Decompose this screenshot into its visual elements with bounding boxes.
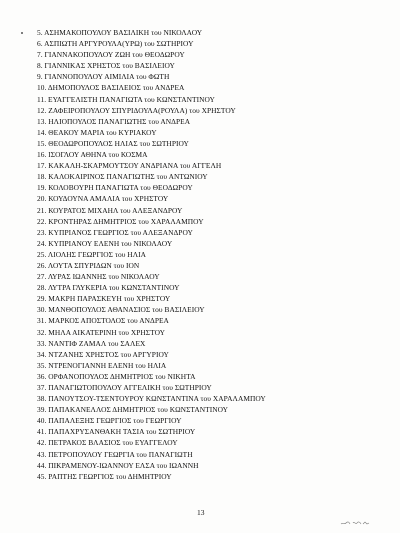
list-item: 42. ΠΕΤΡΑΚΟΣ ΒΛΑΣΙΟΣ του ΕΥΑΓΓΕΛΟΥ <box>37 438 178 448</box>
list-item: 41. ΠΑΠΑΧΡΥΣΑΝΘΑΚΗ ΤΑΣΙΑ του ΣΩΤΗΡΙΟΥ <box>37 427 196 437</box>
list-item: 36. ΟΡΦΑΝΟΠΟΥΛΟΣ ΔΗΜΗΤΡΙΟΣ του ΝΙΚΗΤΑ <box>37 371 196 381</box>
list-item: 19. ΚΟΛΟΒΟΥΡΗ ΠΑΝΑΓΙΩΤΑ του ΘΕΟΔΩΡΟΥ <box>37 183 193 193</box>
list-item: 16. ΙΣΟΓΛΟΥ ΑΘΗΝΑ του ΚΟΣΜΑ <box>37 150 148 160</box>
list-item: 17. ΚΑΚΑΛΗ-ΣΚΑΡΜΟΥΤΣΟΥ ΑΝΔΡΙΑΝΑ του ΑΓΓΕΛΗ <box>37 161 222 171</box>
list-item: 31. ΜΑΡΚΟΣ ΑΠΟΣΤΟΛΟΣ του ΑΝΔΡΕΑ <box>37 316 169 326</box>
scan-mark <box>21 32 23 34</box>
list-item: 29. ΜΑΚΡΗ ΠΑΡΑΣΚΕΥΗ του ΧΡΗΣΤΟΥ <box>37 294 171 304</box>
list-item: 14. ΘΕΑΚΟΥ ΜΑΡΙΑ του ΚΥΡΙΑΚΟΥ <box>37 127 157 137</box>
list-item: 35. ΝΤΡΕΝΟΓΙΑΝΝΗ ΕΛΕΝΗ του ΗΛΙΑ <box>37 360 167 370</box>
list-item: 18. ΚΑΛΟΚΑΙΡΙΝΟΣ ΠΑΝΑΓΙΩΤΗΣ του ΑΝΤΩΝΙΟΥ <box>37 172 208 182</box>
list-item: 24. ΚΥΠΡΙΑΝΟΥ ΕΛΕΝΗ του ΝΙΚΟΛΑΟΥ <box>37 238 173 248</box>
page-number: 13 <box>197 508 205 517</box>
list-item: 12. ΖΑΦΕΙΡΟΠΟΥΛΟΥ ΣΠΥΡΙΔΟΥΛΑ(ΡΟΥΛΑ) του ΧΡΗΣΤΟΥ <box>37 105 236 115</box>
list-item: 22. ΚΡΟΝΤΗΡΑΣ ΔΗΜΗΤΡΙΟΣ του ΧΑΡΑΛΑΜΠΟΥ <box>37 216 204 226</box>
list-item: 37. ΠΑΝΑΓΙΩΤΟΠΟΥΛΟΥ ΑΓΓΕΛΙΚΗ του ΣΩΤΗΡΙΟΥ <box>37 383 212 392</box>
list-item: 9. ΓΙΑΝΝΟΠΟΥΛΟΥ ΑΙΜΙΛΙΑ του ΦΩΤΗ <box>37 72 170 82</box>
list-item: 43. ΠΕΤΡΟΠΟΥΛΟΥ ΓΕΩΡΓΙΑ του ΠΑΝΑΓΙΩΤΗ <box>37 449 193 459</box>
list-item: 34. ΝΤΖΑΝΗΣ ΧΡΗΣΤΟΣ του ΑΡΓΥΡΙΟΥ <box>37 349 169 359</box>
list-item: 10. ΔΗΜΟΠΟΥΛΟΣ ΒΑΣΙΛΕΙΟΣ του ΑΝΔΡΕΑ <box>37 83 185 93</box>
list-item: 26. ΛΟΥΤΑ ΣΠΥΡΙΔΩΝ του ΙΟΝ <box>37 260 140 270</box>
list-item: 5. ΑΣΗΜΑΚΟΠΟΥΛΟΥ ΒΑΣΙΛΙΚΗ του ΝΙΚΟΛΑΟΥ <box>37 28 203 37</box>
list-item: 38. ΠΑΝΟΥΤΣΟΥ-ΤΣΕΝΤΟΥΡΟΥ ΚΩΝΣΤΑΝΤΙΝΑ του ΧΑΡΑΛΑΜΠΟΥ <box>37 394 266 404</box>
list-item: 40. ΠΑΠΑΛΕΞΗΣ ΓΕΩΡΓΙΟΣ του ΓΕΩΡΓΙΟΥ <box>37 416 182 426</box>
list-item: 20. ΚΟΥΔΟΥΝΑ ΑΜΑΛΙΑ του ΧΡΗΣΤΟΥ <box>37 194 169 204</box>
list-item: 8. ΓΙΑΝΝΙΚΑΣ ΧΡΗΣΤΟΣ του ΒΑΣΙΛΕΙΟΥ <box>37 61 175 71</box>
list-item: 44. ΠΙΚΡΑΜΕΝΟΥ-ΙΩΑΝΝΟΥ ΕΛΣΑ του ΙΩΑΝΝΗ <box>37 460 199 470</box>
list-item: 21. ΚΟΥΡΑΤΟΣ ΜΙΧΑΗΛ του ΑΛΕΞΑΝΔΡΟΥ <box>37 205 183 215</box>
list-item: 13. ΗΛΙΟΠΟΥΛΟΣ ΠΑΝΑΓΙΩΤΗΣ του ΑΝΔΡΕΑ <box>37 116 191 126</box>
list-item: 33. ΝΑΝΤΙΦ ΖΑΜΑΛ του ΣΑΛΕΧ <box>37 338 146 348</box>
list-item: 28. ΛΥΤΡΑ ΓΛΥΚΕΡΙΑ του ΚΩΝΣΤΑΝΤΙΝΟΥ <box>37 283 180 293</box>
list-item: 32. ΜΗΛΑ ΑΙΚΑΤΕΡΙΝΗ του ΧΡΗΣΤΟΥ <box>37 327 165 337</box>
list-item: 15. ΘΕΟΔΩΡΟΠΟΥΛΟΣ ΗΛΙΑΣ του ΣΩΤΗΡΙΟΥ <box>37 138 189 148</box>
list-item: 11. ΕΥΑΓΓΕΛΙΣΤΗ ΠΑΝΑΓΙΩΤΑ του ΚΩΝΣΤΑΝΤΙΝΟΥ <box>37 94 215 104</box>
list-item: 25. ΛΙΟΛΗΣ ΓΕΩΡΓΙΟΣ του ΗΛΙΑ <box>37 249 147 259</box>
list-item: 45. ΡΑΠΤΗΣ ΓΕΩΡΓΙΟΣ του ΔΗΜΗΤΡΙΟΥ <box>37 471 172 481</box>
list-item: 23. ΚΥΠΡΙΑΝΟΣ ΓΕΩΡΓΙΟΣ του ΑΛΕΞΑΝΔΡΟΥ <box>37 227 193 237</box>
list-item: 39. ΠΑΠΑΚΑΝΕΛΛΟΣ ΔΗΜΗΤΡΙΟΣ του ΚΩΝΣΤΑΝΤΙΝΟΥ <box>37 405 229 415</box>
list-item: 7. ΓΙΑΝΝΑΚΟΠΟΥΛΟΥ ΖΩΗ του ΘΕΟΔΩΡΟΥ <box>37 50 185 60</box>
list-item: 6. ΑΣΠΙΩΤΗ ΑΡΓΥΡΟΥΛΑ(ΥΡΩ) του ΣΩΤΗΡΙΟΥ <box>37 39 194 49</box>
list-item: 27. ΛΥΡΑΣ ΙΩΑΝΝΗΣ του ΝΙΚΟΛΑΟΥ <box>37 272 160 282</box>
list-item: 30. ΜΑΝΘΟΠΟΥΛΟΣ ΑΘΑΝΑΣΙΟΣ του ΒΑΣΙΛΕΙΟΥ <box>37 305 205 315</box>
handwritten-mark <box>340 519 370 527</box>
name-list <box>37 27 377 482</box>
